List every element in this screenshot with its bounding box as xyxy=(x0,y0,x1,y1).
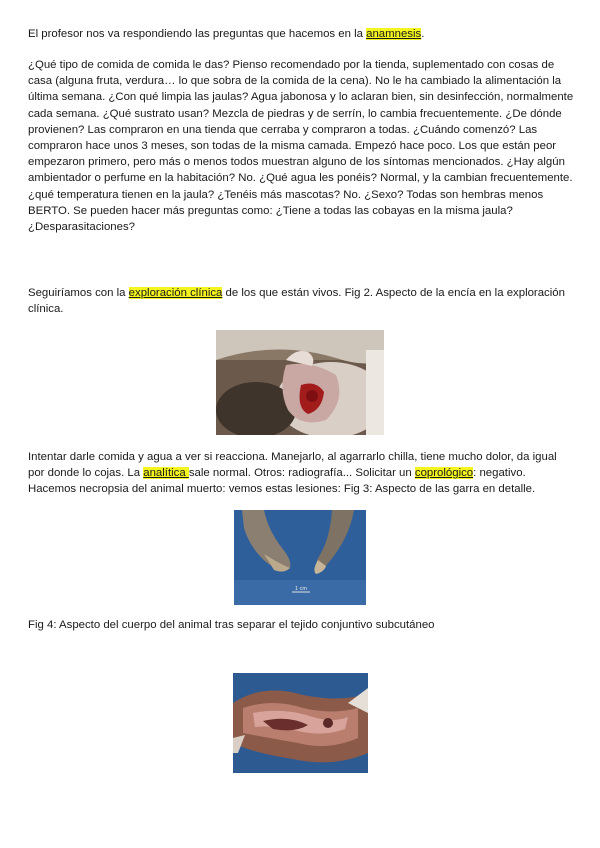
diagnosis-paragraph xyxy=(28,449,576,498)
diagnosis-text-1: Intentar darle comida y agua a ver si reacciona. Manejarlo, al agarrarlo chilla, tiene mucho dolor, da igual por donde lo cojas. La xyxy=(28,451,557,480)
highlight-analitica[interactable]: analítica xyxy=(143,467,189,480)
highlight-coprologico[interactable]: coprológico xyxy=(414,467,474,480)
anamnesis-paragraph: ¿Qué tipo de comida de comida le das? Pienso recomendado por la tienda, suplementado con cosas de casa (alguna fruta, verdura… lo que sobra de la comida de la cena). No le ha cambiado la alimentación la última semana. ¿Con qué limpia las jaulas? Agua jabonosa y lo aclaran bien, sin desinfección, normalmente cada semana. ¿Qué sustrato usan? Mezcla de piedras y de serrín, lo cambia frecuentemente. ¿De dónde provienen? Las compraron en una tienda que cerraba y compraron a todas. ¿Cuándo comenzó? Las compraron hace unos 3 meses, son todas de la misma camada. Empezó hace poco. Los que están peor empezaron primero, pero más o menos todos muestran alguno de los síntomas mencionados. ¿Hay algún ambientador o perfume en la habitación? No. ¿Qué agua les ponéis? Normal, y la cambian frecuentemente. ¿qué temperatura tienen en la jaula? ¿Tenéis más mascotas? No. ¿Sexo? Todas son hembras menos BERTO. Se pueden hacer más preguntas como: ¿Tiene a todas las cobayas en la misma jaula? ¿Desparasitaciones? xyxy=(28,59,574,234)
highlight-anamnesis[interactable]: anamnesis xyxy=(366,28,422,40)
exploration-text: Seguiríamos con la xyxy=(28,287,129,299)
claws-photo-image xyxy=(234,510,366,605)
exploration-paragraph xyxy=(28,285,576,317)
gum-photo-image xyxy=(216,330,384,435)
figure-4-caption: Fig 4: Aspecto del cuerpo del animal tras separar el tejido conjuntivo subcutáneo xyxy=(28,619,435,631)
figure-2-gum-photo xyxy=(216,330,384,435)
diagnosis-text-2: sale normal. Otros: radiografía... Solicitar un xyxy=(188,467,415,480)
figure-4-body-photo xyxy=(233,673,368,773)
intro-paragraph xyxy=(28,26,576,42)
intro-text-end: . xyxy=(421,28,425,40)
exploration-text-end: de los que están vivos. Fig 2. Aspecto de la encía en la exploración clínica. xyxy=(28,287,565,316)
figure-3-claws-photo xyxy=(234,510,366,605)
highlight-exploracion-clinica[interactable]: exploración clínica xyxy=(128,287,223,299)
intro-text: El profesor nos va respondiendo las preguntas que hacemos en la xyxy=(28,28,367,40)
scale-bar-label: 1 cm xyxy=(295,586,307,592)
diagnosis-text-3: : negativo. Hacemos necropsia del animal muerto: vemos estas lesiones: Fig 3: Aspecto de las garra en detalle. xyxy=(28,467,536,496)
body-photo-image xyxy=(233,673,368,773)
